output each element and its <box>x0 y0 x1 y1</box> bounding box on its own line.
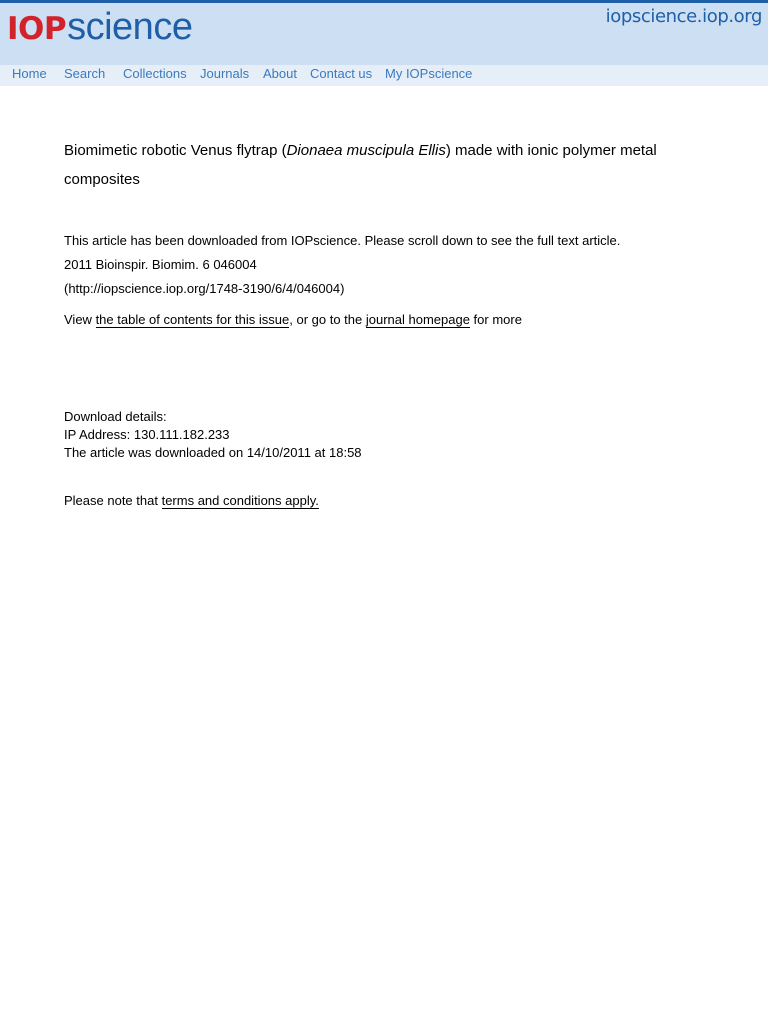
site-url-link[interactable]: iopscience.iop.org <box>605 6 762 27</box>
nav-contact-us[interactable]: Contact us <box>310 66 373 81</box>
title-species: Dionaea muscipula Ellis <box>286 142 446 159</box>
view-middle: , or go to the <box>289 312 366 327</box>
view-suffix: for more <box>469 312 522 327</box>
terms-sentence <box>64 492 319 510</box>
citation: 2011 Bioinspir. Biomim. 6 046004 <box>64 257 257 272</box>
download-date: The article was downloaded on 14/10/2011 at 18:58 <box>64 445 362 460</box>
download-details-heading: Download details: <box>64 409 167 424</box>
ip-address: IP Address: 130.111.182.233 <box>64 427 230 442</box>
iopscience-logo[interactable] <box>7 5 192 49</box>
nav-about[interactable]: About <box>263 66 297 81</box>
nav-search[interactable]: Search <box>64 66 106 81</box>
logo-science-text: science <box>67 6 193 48</box>
journal-homepage-link[interactable]: journal homepage <box>365 312 470 327</box>
toc-link[interactable]: the table of contents for this issue <box>95 312 290 327</box>
downloaded-note: This article has been downloaded from IOPscience. Please scroll down to see the full text article. <box>64 233 621 248</box>
view-sentence <box>64 311 522 329</box>
citation-url: (http://iopscience.iop.org/1748-3190/6/4/046004) <box>64 281 345 296</box>
article-title <box>64 136 694 194</box>
nav-journals[interactable]: Journals <box>200 66 250 81</box>
title-before: Biomimetic robotic Venus flytrap ( <box>64 142 287 159</box>
terms-link[interactable]: terms and conditions apply. <box>161 493 319 508</box>
site-header <box>0 3 768 65</box>
nav-collections[interactable]: Collections <box>123 66 187 81</box>
terms-prefix: Please note that <box>64 493 162 508</box>
nav-home[interactable]: Home <box>12 66 47 81</box>
nav-bar <box>0 65 768 86</box>
nav-my-iopscience[interactable]: My IOPscience <box>385 66 473 81</box>
view-prefix: View <box>64 312 96 327</box>
title-after: ) made with ionic polymer metal composites <box>64 142 657 188</box>
logo-iop-text: IOP <box>7 11 67 47</box>
